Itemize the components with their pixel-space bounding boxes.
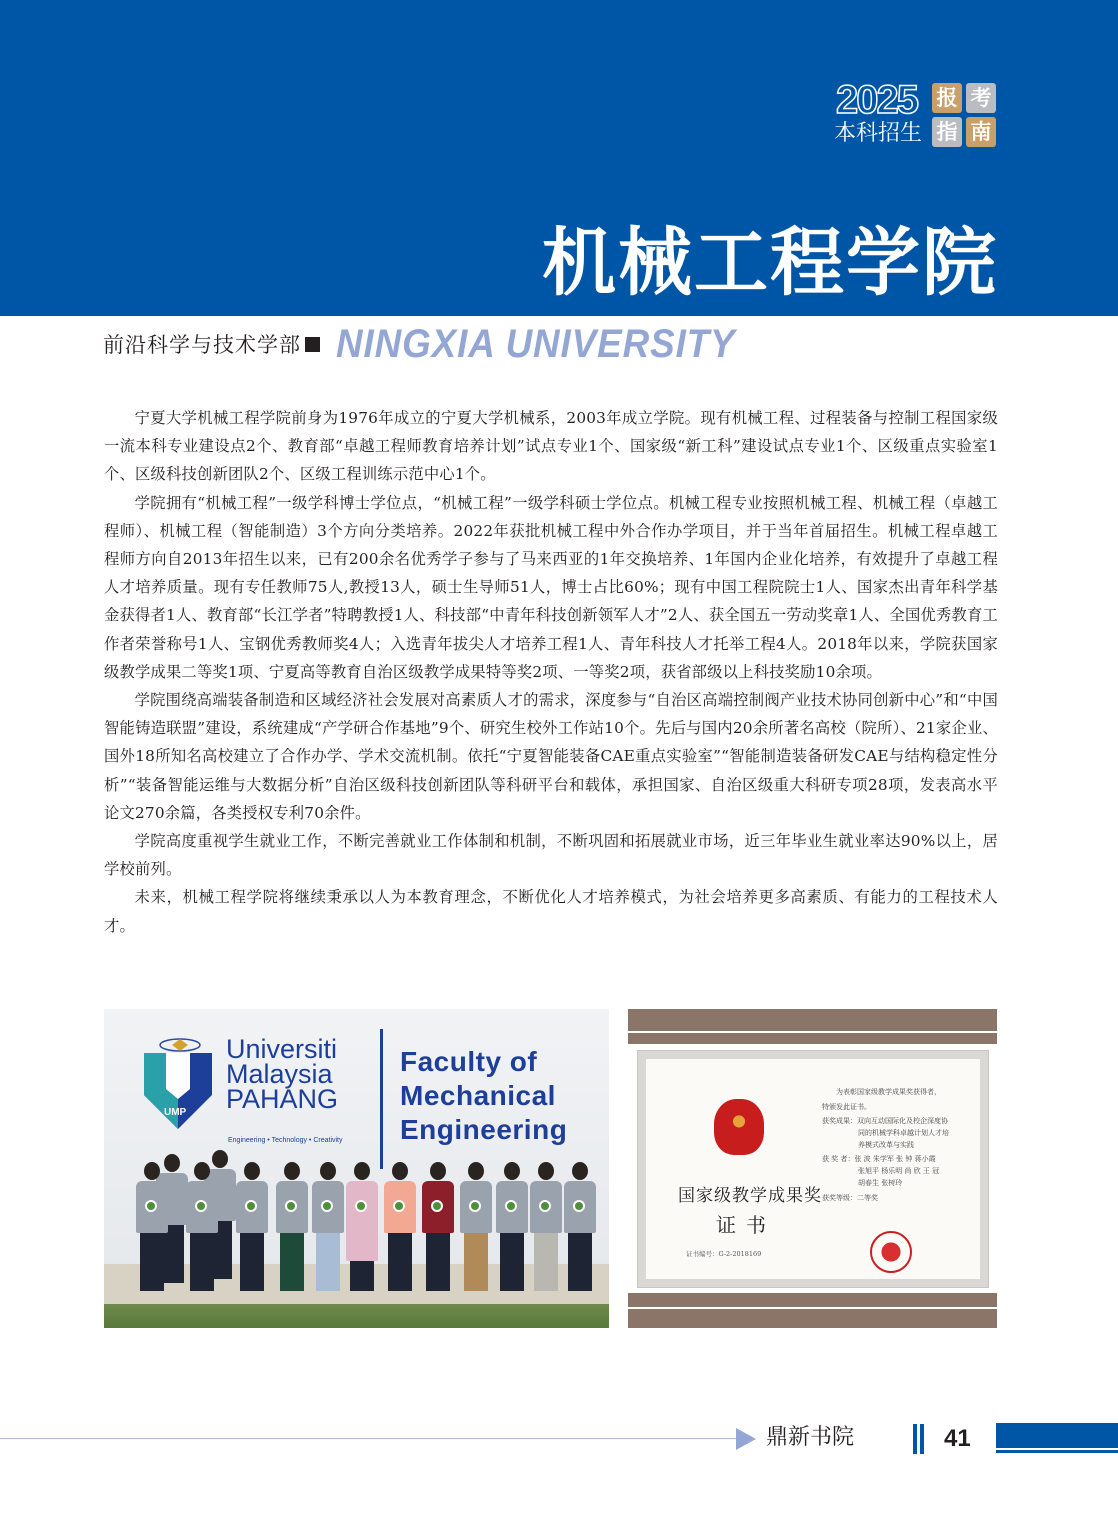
footer-section-label: 鼎新书院 xyxy=(766,1425,855,1450)
cert-subtitle: 证书 xyxy=(716,1213,776,1237)
person xyxy=(422,1162,454,1291)
square-bullet-icon xyxy=(305,337,320,352)
cert-text: 为表彰国家级教学成果奖获得者， xyxy=(836,1088,941,1096)
person xyxy=(312,1162,344,1291)
cert-text: 养模式改革与实践 xyxy=(858,1141,914,1149)
ump-logo-icon xyxy=(140,1035,216,1131)
cert-title: 国家级教学成果奖 xyxy=(678,1186,822,1206)
paragraph: 宁夏大学机械工程学院前身为1976年成立的宁夏大学机械系，2003年成立学院。现有机械工程、过程装备与控制工程国家级一流本科专业建设点2个、教育部“卓越工程师教育培养计划”试点专业1个、国家级“新工科”建设试点专业1个、区级重点实验室1个、区级科技创新团队2个、区级工程训练示范中心1个。 xyxy=(104,409,998,484)
badge-year: 2025 xyxy=(836,78,917,122)
footer-color-line xyxy=(996,1450,1118,1453)
subheader xyxy=(103,322,770,366)
person xyxy=(384,1162,416,1291)
paragraph: 学院拥有“机械工程”一级学科博士学位点，“机械工程”一级学科硕士学位点。机械工程专业按照机械工程、机械工程（卓越工程师）、机械工程（智能制造）3个方向分类培养。2022年获批机械工程中外合作办学项目，并于当年首届招生。机械工程卓越工程师方向自2013年招生以来，已有200余名优秀学子参与了马来西亚的1年交换培养、1年国内企业化培养，有效提升了卓越工程人才培养质量。现有专任教师75人,教授13人，硕士生导师51人，博士占比60%；现有中国工程院院士1人、国家杰出青年科学基金获得者1人、教育部“长江学者”特聘教授1人、科技部“中青年科技创新领军人才”2人、获全国五一劳动奖章1人、全国优秀教育工作者荣誉称号1人、宝钢优秀教师奖4人；入选青年拔尖人才培养工程1人、青年科技人才托举工程4人。2018年以来，学院获国家级教学成果二等奖1项、宁夏高等教育自治区级教学成果特等奖2项、一等奖2项，获省部级以上科技奖励10余项。 xyxy=(104,493,998,681)
badge-tile: 报 xyxy=(932,83,962,113)
person xyxy=(276,1162,308,1291)
department-name: 前沿科学与技术学部 xyxy=(103,333,301,357)
page-title: 机械工程学院 xyxy=(542,220,998,306)
cert-text: 获奖成果：双向互动国际化及校企深度协 xyxy=(822,1117,948,1125)
badge-tile: 指 xyxy=(932,117,962,147)
sign-university xyxy=(226,1034,339,1114)
cert-text: 同的机械学科卓越计划人才培 xyxy=(858,1129,949,1137)
certificate xyxy=(638,1051,988,1287)
cert-text: 获 奖 者：张 波 朱学军 张 钟 蒋小霞 xyxy=(822,1155,936,1163)
frame-band xyxy=(628,1033,997,1044)
frame-band xyxy=(628,1293,997,1307)
cert-text: 胡春生 张树玲 xyxy=(858,1179,903,1187)
footer-bar xyxy=(913,1424,917,1454)
frame-band xyxy=(628,1009,997,1031)
award-certificate-photo xyxy=(628,1009,997,1328)
svg-text:UMP: UMP xyxy=(164,1107,187,1118)
person xyxy=(346,1162,378,1291)
person xyxy=(236,1162,268,1291)
admission-guide-badge xyxy=(834,80,1004,150)
cert-number: 证书编号：G-2-2018169 xyxy=(686,1250,762,1258)
article-body xyxy=(104,404,998,940)
person xyxy=(564,1162,596,1291)
sign-line: Malaysia xyxy=(226,1059,333,1089)
cert-text: 特颁发此证书。 xyxy=(822,1103,871,1111)
badge-subtitle: 本科招生 xyxy=(834,121,923,146)
group-of-people xyxy=(116,1139,596,1309)
paragraph: 未来，机械工程学院将继续秉承以人为本教育理念，不断优化人才培养模式，为社会培养更多高素质、有能力的工程技术人才。 xyxy=(104,888,998,935)
cert-text: 获奖等级：二等奖 xyxy=(822,1194,878,1202)
cert-text: 张旭平 杨乐明 尚 欣 王 冠 xyxy=(858,1167,940,1175)
paragraph: 学院围绕高端装备制造和区域经济社会发展对高素质人才的需求，深度参与“自治区高端控制阀产业技术协同创新中心”和“中国智能铸造联盟”建设，系统建成“产学研合作基地”9个、研究生校外工作站10个。先后与国内20余所著名高校（院所）、21家企业、国外18所知名高校建立了合作办学、学术交流机制。依托“宁夏智能装备CAE重点实验室”“智能制造装备研发CAE与结构稳定性分析”“装备智能运维与大数据分析”自治区级科技创新团队等科研平台和载体，承担国家、自治区级重大科研专项28项，发表高水平论文270余篇，各类授权专利70余件。 xyxy=(104,691,998,822)
person xyxy=(136,1162,168,1291)
footer-color-block xyxy=(996,1423,1118,1448)
header-banner xyxy=(0,0,1118,316)
sign-line: Universiti xyxy=(226,1034,338,1064)
badge-tile: 考 xyxy=(966,83,996,113)
university-name-en: NINGXIA UNIVERSITY xyxy=(336,321,736,366)
person xyxy=(530,1162,562,1291)
person xyxy=(496,1162,528,1291)
badge-tile: 南 xyxy=(966,117,996,147)
sign-tagline: Engineering • Technology • Creativity xyxy=(228,1137,343,1144)
triangle-arrow-icon xyxy=(736,1428,756,1450)
footer-rule xyxy=(0,1438,740,1439)
sign-line: Engineering xyxy=(400,1114,568,1145)
person xyxy=(186,1162,218,1291)
page-number: 41 xyxy=(944,1425,971,1452)
sign-line: PAHANG xyxy=(226,1084,339,1114)
sign-line: Faculty of xyxy=(400,1046,538,1077)
frame-band xyxy=(628,1309,997,1328)
footer-bar xyxy=(920,1424,924,1454)
group-photo xyxy=(104,1009,609,1328)
sign-line: Mechanical xyxy=(400,1080,556,1111)
person xyxy=(460,1162,492,1291)
official-seal-icon xyxy=(870,1231,912,1273)
sign-faculty xyxy=(400,1045,567,1147)
national-emblem-icon xyxy=(714,1099,764,1155)
paragraph: 学院高度重视学生就业工作，不断完善就业工作体制和机制，不断巩固和拓展就业市场，近三年毕业生就业率达90%以上，居学校前列。 xyxy=(104,832,998,879)
